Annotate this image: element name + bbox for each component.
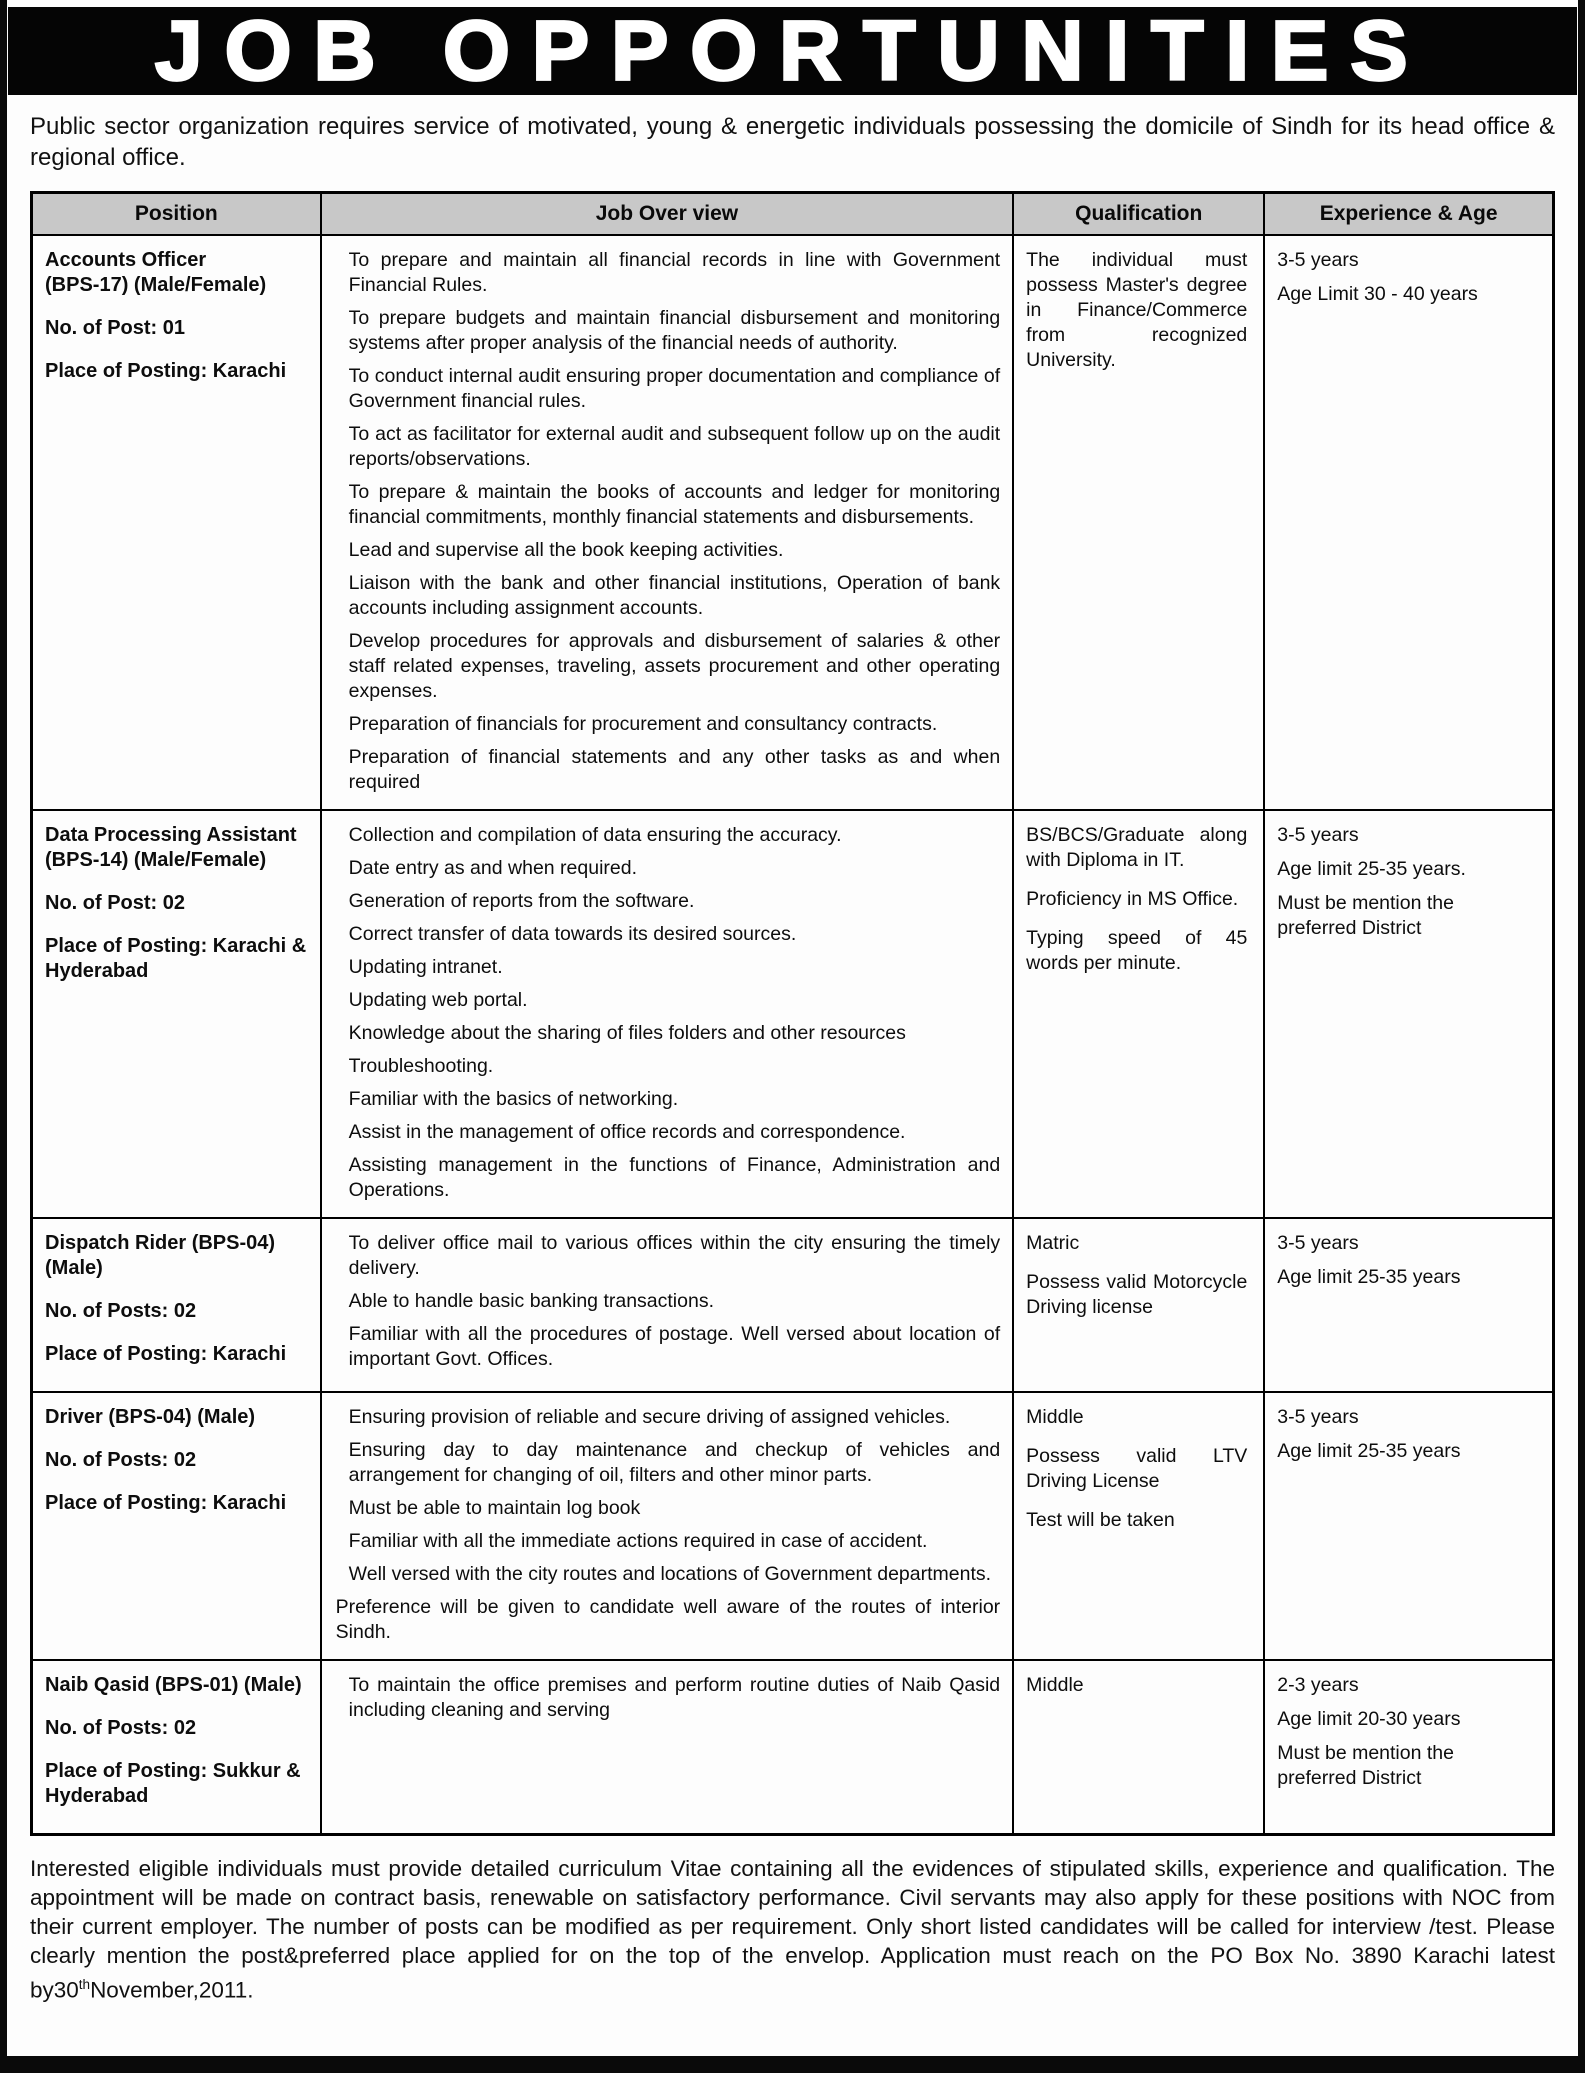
position-title: [45, 1673, 308, 1698]
job-overview-cell: [321, 235, 1014, 810]
position-place-of-posting: Place of Posting: Karachi: [45, 360, 287, 382]
qualification-cell: [1013, 1392, 1264, 1660]
experience-item: 2-3 years: [1277, 1674, 1359, 1696]
intro-paragraph: Public sector organization requires service of motivated, young & energetic individuals possessing the domicile of Sindh for its head office & regional office.: [30, 113, 1555, 171]
overview-item: Preparation of financials for procurement and consultancy contracts.: [348, 713, 938, 735]
position-title-line: (BPS-14) (Male/Female): [45, 849, 267, 871]
position-cell: [32, 810, 321, 1218]
footer-text: Interested eligible individuals must provide detailed curriculum Vitae containing all the evidences of stipulated skills, experience and qualification. The appointment will be made on contract basis, renewable on satisfactory performance. Civil servants may also apply for these positions with NOC from their current employer. The number of posts can be modified as per requirement. Only short listed candidates will be called for interview /test. Please clearly mention the post&preferred place applied for on the top of the envelop. Application must reach on the PO Box No. 3890 Karachi latest by30: [30, 1856, 1555, 2003]
overview-item: Ensuring day to day maintenance and checkup of vehicles and arrangement for changing of oil, filters and other minor parts.: [348, 1439, 1001, 1486]
position-place-of-posting: Place of Posting: Karachi: [45, 1343, 287, 1365]
position-posts-count: No. of Posts: 02: [45, 1300, 197, 1322]
position-title: [45, 1231, 308, 1281]
overview-item: Familiar with all the immediate actions required in case of accident.: [348, 1530, 928, 1552]
job-row-dispatch-rider-bps-04: [32, 1218, 1554, 1392]
overview-item: To deliver office mail to various offices within the city ensuring the timely delivery.: [348, 1232, 1001, 1279]
experience-item: Age Limit 30 - 40 years: [1277, 283, 1478, 305]
position-title-line: (BPS-17) (Male/Female): [45, 274, 267, 296]
overview-item: To prepare & maintain the books of accounts and ledger for monitoring financial commitments, monthly financial statements and disbursements.: [348, 481, 1001, 528]
overview-item: To prepare budgets and maintain financial disbursement and monitoring systems after proper analysis of the financial needs of authority.: [348, 307, 1001, 354]
overview-item: Liaison with the bank and other financial institutions, Operation of bank accounts including assignment accounts.: [348, 572, 1001, 619]
column-header-qualification: Qualification: [1013, 193, 1264, 236]
banner-title: JOB OPPORTUNITIES: [155, 7, 1430, 95]
job-overview-cell: [321, 810, 1014, 1218]
overview-item: Ensuring provision of reliable and secure driving of assigned vehicles.: [348, 1406, 951, 1428]
qualification-item: Matric: [1026, 1232, 1080, 1254]
banner: [8, 7, 1577, 95]
experience-item: Age limit 20-30 years: [1277, 1708, 1461, 1730]
position-title-line: (Male): [45, 1257, 103, 1279]
overview-item: Collection and compilation of data ensuring the accuracy.: [348, 824, 842, 846]
position-title-line: Driver (BPS-04) (Male): [45, 1406, 256, 1428]
overview-item: Well versed with the city routes and locations of Government departments.: [348, 1563, 992, 1585]
qualification-item: Possess valid Motorcycle Driving license: [1026, 1271, 1248, 1318]
column-header-experience-age: Experience & Age: [1264, 193, 1553, 236]
qualification-item: Middle: [1026, 1674, 1084, 1696]
jobs-table-body: [32, 235, 1554, 1835]
overview-item: Updating intranet.: [348, 956, 503, 978]
experience-item: Age limit 25-35 years.: [1277, 858, 1466, 880]
qualification-item: Proficiency in MS Office.: [1026, 888, 1239, 910]
overview-item: Must be able to maintain log book: [348, 1497, 641, 1519]
column-header-job-over-view: Job Over view: [321, 193, 1014, 236]
overview-item: Generation of reports from the software.: [348, 890, 695, 912]
qualification-cell: [1013, 1660, 1264, 1835]
position-place-of-posting: Place of Posting: Karachi & Hyderabad: [45, 935, 307, 982]
experience-item: Age limit 25-35 years: [1277, 1440, 1461, 1462]
qualification-cell: [1013, 235, 1264, 810]
overview-item: Knowledge about the sharing of files folders and other resources: [348, 1022, 906, 1044]
position-posts-count: No. of Post: 02: [45, 892, 186, 914]
overview-item: To act as facilitator for external audit and subsequent follow up on the audit reports/observations.: [348, 423, 1001, 470]
qualification-cell: [1013, 1218, 1264, 1392]
overview-item: Able to handle basic banking transactions.: [348, 1290, 714, 1312]
overview-item: To maintain the office premises and perform routine duties of Naib Qasid including cleaning and serving: [348, 1674, 1001, 1721]
qualification-cell: [1013, 810, 1264, 1218]
overview-item: Familiar with all the procedures of postage. Well versed about location of important Govt. Offices.: [348, 1323, 1001, 1370]
position-title-line: Data Processing Assistant: [45, 824, 297, 846]
footer-paragraph: [30, 1854, 1555, 2005]
qualification-item: BS/BCS/Graduate along with Diploma in IT.: [1026, 824, 1248, 871]
content-area: [7, 111, 1578, 2005]
overview-item: Updating web portal.: [348, 989, 528, 1011]
overview-preference-note: Preference will be given to candidate well aware of the routes of interior Sindh.: [335, 1596, 1001, 1643]
job-overview-cell: [321, 1660, 1014, 1835]
qualification-item: Typing speed of 45 words per minute.: [1026, 927, 1248, 974]
job-row-naib-qasid-bps-01-male: [32, 1660, 1554, 1835]
experience-item: 3-5 years: [1277, 249, 1359, 271]
overview-item: Correct transfer of data towards its desired sources.: [348, 923, 797, 945]
position-title-line: Accounts Officer: [45, 249, 207, 271]
position-posts-count: No. of Post: 01: [45, 317, 186, 339]
experience-age-cell: [1264, 1660, 1553, 1835]
position-cell: [32, 1392, 321, 1660]
experience-age-cell: [1264, 1392, 1553, 1660]
overview-item: Lead and supervise all the book keeping activities.: [348, 539, 784, 561]
overview-item: To conduct internal audit ensuring proper documentation and compliance of Government financial rules.: [348, 365, 1001, 412]
position-cell: [32, 235, 321, 810]
job-row-accounts-officer: [32, 235, 1554, 810]
experience-item: Must be mention the preferred District: [1277, 892, 1454, 939]
overview-item: Preparation of financial statements and any other tasks as and when required: [348, 746, 1001, 793]
position-title-line: Naib Qasid (BPS-01) (Male): [45, 1674, 302, 1696]
position-place-of-posting: Place of Posting: Karachi: [45, 1492, 287, 1514]
qualification-item: Possess valid LTV Driving License: [1026, 1445, 1248, 1492]
overview-item: Assisting management in the functions of Finance, Administration and Operations.: [348, 1154, 1001, 1201]
experience-item: Must be mention the preferred District: [1277, 1742, 1454, 1789]
experience-item: 3-5 years: [1277, 824, 1359, 846]
position-posts-count: No. of Posts: 02: [45, 1717, 197, 1739]
experience-item: 3-5 years: [1277, 1232, 1359, 1254]
position-cell: [32, 1218, 321, 1392]
job-row-driver-bps-04-male: [32, 1392, 1554, 1660]
position-title: [45, 823, 308, 873]
overview-item: Date entry as and when required.: [348, 857, 638, 879]
experience-age-cell: [1264, 810, 1553, 1218]
position-title: [45, 1405, 308, 1430]
overview-item: Familiar with the basics of networking.: [348, 1088, 679, 1110]
position-posts-count: No. of Posts: 02: [45, 1449, 197, 1471]
column-header-position: Position: [32, 193, 321, 236]
position-title-line: Dispatch Rider (BPS-04): [45, 1232, 276, 1254]
position-cell: [32, 1660, 321, 1835]
jobs-table: [30, 191, 1555, 1836]
footer-ordinal-suffix-icon: th: [78, 1977, 91, 1992]
job-overview-cell: [321, 1392, 1014, 1660]
job-overview-cell: [321, 1218, 1014, 1392]
qualification-item: Test will be taken: [1026, 1509, 1175, 1531]
qualification-item: Middle: [1026, 1406, 1084, 1428]
table-header-row: [32, 193, 1554, 236]
experience-item: Age limit 25-35 years: [1277, 1266, 1461, 1288]
footer-text-after: November,2011.: [90, 1977, 254, 2003]
overview-item: Troubleshooting.: [348, 1055, 494, 1077]
experience-item: 3-5 years: [1277, 1406, 1359, 1428]
qualification-item: The individual must possess Master's degree in Finance/Commerce from recognized University.: [1026, 249, 1248, 371]
position-place-of-posting: Place of Posting: Sukkur & Hyderabad: [45, 1760, 301, 1807]
position-title: [45, 248, 308, 298]
overview-item: To prepare and maintain all financial records in line with Government Financial Rules.: [348, 249, 1001, 296]
job-row-data-processing-assistant: [32, 810, 1554, 1218]
overview-item: Develop procedures for approvals and disbursement of salaries & other staff related expenses, traveling, assets procurement and other operating expenses.: [348, 630, 1001, 702]
experience-age-cell: [1264, 235, 1553, 810]
experience-age-cell: [1264, 1218, 1553, 1392]
overview-item: Assist in the management of office records and correspondence.: [348, 1121, 906, 1143]
